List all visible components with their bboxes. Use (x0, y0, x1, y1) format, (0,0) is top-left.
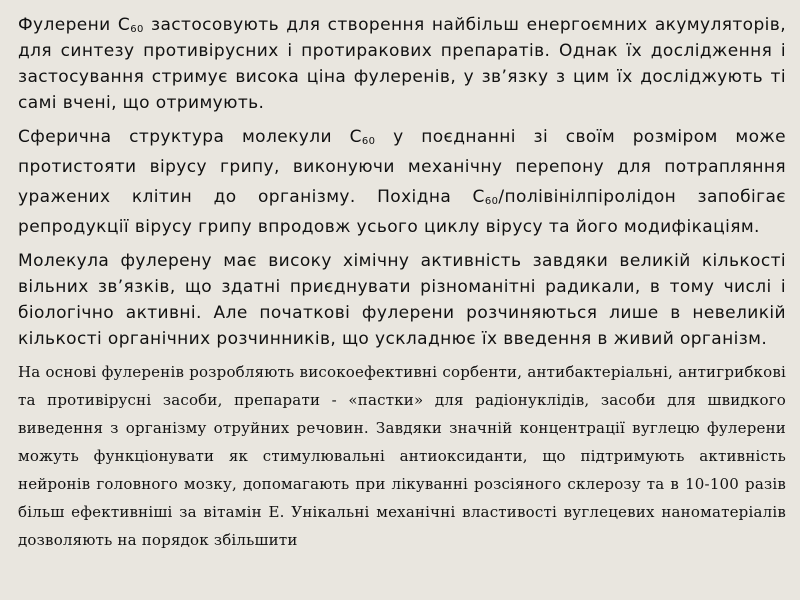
paragraph-chemical-activity (18, 248, 786, 352)
p1-text-b: застосовують для створення найбільш енергоємних акумуляторів, для синтезу противірусних і протиракових препаратів. Однак їх дослідження і застосування стримує висока ціна фулеренів, у зв’язку з цим їх досліджують ті самі вчені, що отримують. (18, 15, 786, 113)
paragraph-medical-uses (18, 358, 786, 554)
p4-text: На основі фулеренів розробляють високоефективні сорбенти, антибактеріальні, антигрибкові та противірусні засоби, препарати - «пастки» для радіонуклідів, засоби для швидкого виведення з організму отруйних речовин. Завдяки значній концентрації вуглецю фулерени можуть функціонувати як стимулювальні антиоксиданти, що підтримують активність нейронів головного мозку, допомагають при лікуванні розсіяного склерозу та в 10-100 разів більш ефективніші за вітамін Е. Унікальні механічні властивості вуглецевих наноматеріалів дозволяють на порядок збільшити (18, 363, 786, 549)
p2-text-c: /полівінілпіролідон запобігає репродукції вірусу грипу впродовж усього циклу вірусу та його модифікаціям. (18, 187, 787, 237)
p2-text-a: Сферична структура молекули C (18, 127, 362, 147)
p2-subscript-1: 60 (361, 136, 376, 147)
p1-text-a: Фулерени C (18, 15, 131, 35)
paragraph-influenza-barrier (18, 122, 786, 242)
p3-text: Молекула фулерену має високу хімічну активність завдяки великій кількості вільних зв’язків, що здатні приєднувати різноманітні радикали, в тому числі і біологічно активні. Але початкові фулерени розчиняються лише в невеликій кількості органічних розчинників, що ускладнює їх введення в живий організм. (18, 251, 786, 349)
p2-text-b: у поєднанні зі своїм розміром може протистояти вірусу грипу, виконуючи механічну перепону для потрапляння уражених клітин до організму. Похідна C (18, 127, 786, 207)
p2-subscript-2: 60 (484, 196, 499, 207)
paragraph-fullerene-applications (18, 12, 786, 116)
p1-subscript: 60 (130, 24, 144, 35)
